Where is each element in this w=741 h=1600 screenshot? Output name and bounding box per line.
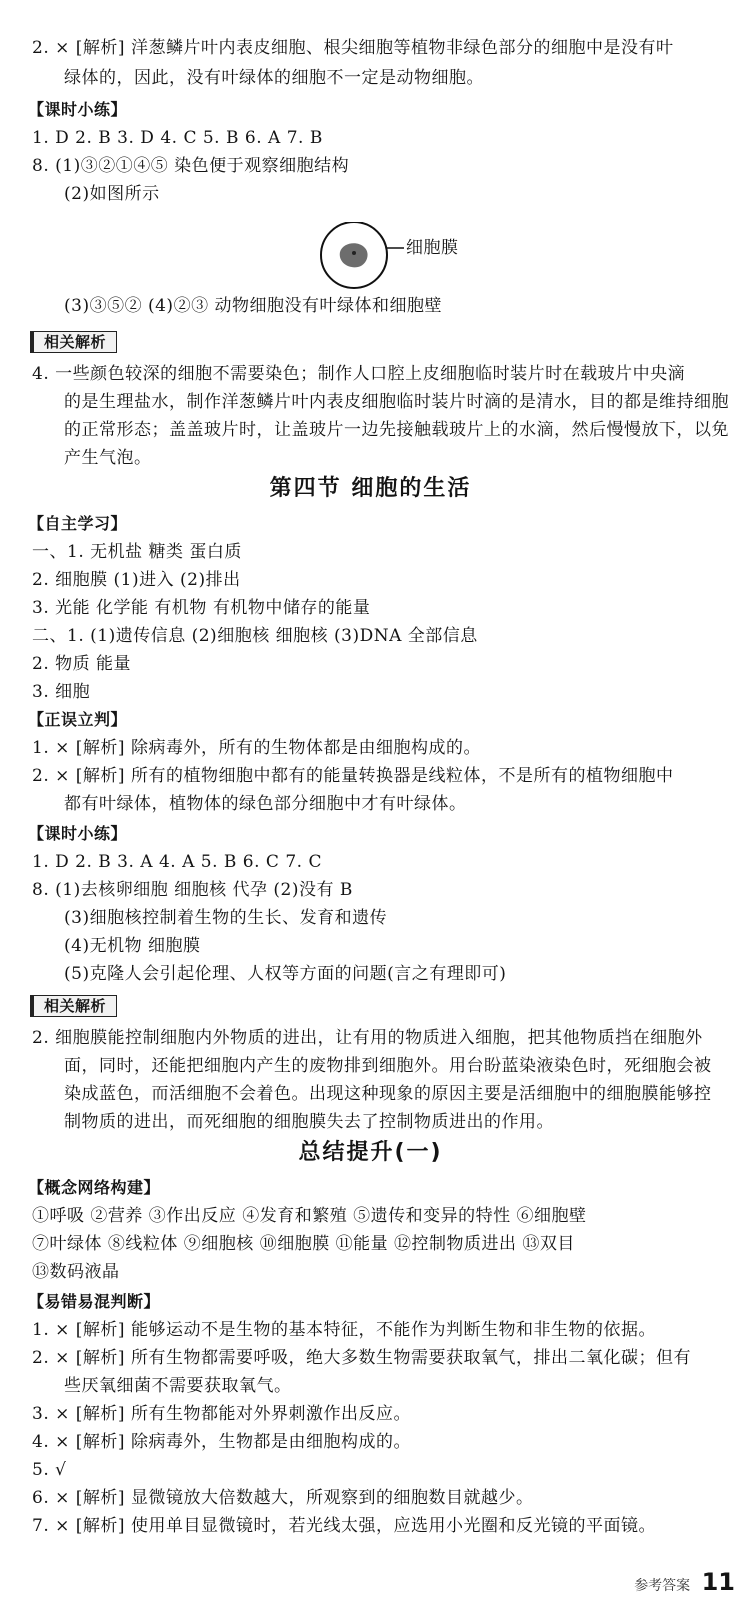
- cell-nucleus: [352, 251, 356, 255]
- section-heading: 【课时小练】: [28, 100, 128, 119]
- text-line: 6. × [解析] 显微镜放大倍数越大，所观察到的细胞数目就越少。: [32, 1488, 534, 1508]
- answer-line: (3)③⑤② (4)②③ 动物细胞没有叶绿体和细胞壁: [64, 296, 442, 316]
- text-line: 绿体的，因此，没有叶绿体的细胞不一定是动物细胞。: [64, 68, 484, 88]
- page-footer: [634, 1568, 735, 1596]
- text-line: 2. × [解析] 洋葱鳞片叶内表皮细胞、根尖细胞等植物非绿色部分的细胞中是没有叶: [32, 38, 674, 58]
- answer-line: 1. D 2. B 3. D 4. C 5. B 6. A 7. B: [32, 128, 323, 148]
- page-number: 11: [701, 1568, 735, 1596]
- chapter-title: 第四节 细胞的生活: [269, 476, 472, 501]
- related-analysis-tag: 相关解析: [30, 995, 117, 1017]
- answer-line: 2. 细胞膜 (1)进入 (2)排出: [32, 570, 241, 590]
- answer-line: 一、1. 无机盐 糖类 蛋白质: [32, 542, 242, 562]
- answer-line: 1. D 2. B 3. A 4. A 5. B 6. C 7. C: [32, 852, 322, 872]
- answer-line: 3. 光能 化学能 有机物 有机物中储存的能量: [32, 598, 371, 618]
- answer-line: ①呼吸 ②营养 ③作出反应 ④发育和繁殖 ⑤遗传和变异的特性 ⑥细胞壁: [32, 1206, 587, 1226]
- summary-title: 总结提升(一): [298, 1140, 443, 1165]
- text-line: 2. 细胞膜能控制细胞内外物质的进出，让有用的物质进入细胞，把其他物质挡在细胞外: [32, 1028, 703, 1048]
- section-heading: 【自主学习】: [28, 514, 128, 533]
- section-heading: 【概念网络构建】: [28, 1178, 161, 1197]
- related-analysis-tag: 相关解析: [30, 331, 117, 353]
- answer-line: 8. (1)去核卵细胞 细胞核 代孕 (2)没有 B: [32, 880, 353, 900]
- answer-line: ⑦叶绿体 ⑧线粒体 ⑨细胞核 ⑩细胞膜 ⑪能量 ⑫控制物质进出 ⑬双目: [32, 1234, 575, 1254]
- text-line: 3. × [解析] 所有生物都能对外界刺激作出反应。: [32, 1404, 411, 1424]
- text-line: 的是生理盐水，制作洋葱鳞片叶内表皮细胞临时装片时滴的是清水，目的都是维持细胞: [64, 392, 729, 412]
- text-line: 2. × [解析] 所有生物都需要呼吸，绝大多数生物需要获取氧气，排出二氧化碳；但有: [32, 1348, 691, 1368]
- text-line: 制物质的进出，而死细胞的细胞膜失去了控制物质进出的作用。: [64, 1112, 554, 1132]
- text-line: 4. × [解析] 除病毒外，生物都是由细胞构成的。: [32, 1432, 411, 1452]
- answer-line: (4)无机物 细胞膜: [64, 936, 201, 956]
- answer-line: 2. 物质 能量: [32, 654, 132, 674]
- related-analysis-tag-wrap: [30, 330, 117, 354]
- text-line: 产生气泡。: [64, 448, 152, 468]
- answer-line: 3. 细胞: [32, 682, 91, 702]
- answer-line: (5)克隆人会引起伦理、人权等方面的问题(言之有理即可): [64, 964, 507, 984]
- text-line: 染成蓝色，而活细胞不会着色。出现这种现象的原因主要是活细胞中的细胞膜能够控: [64, 1084, 712, 1104]
- related-analysis-tag-wrap: [30, 994, 117, 1018]
- text-line: 面，同时，还能把细胞内产生的废物排到细胞外。用台盼蓝染液染色时，死细胞会被: [64, 1056, 712, 1076]
- text-line: 4. 一些颜色较深的细胞不需要染色；制作人口腔上皮细胞临时装片时在载玻片中央滴: [32, 364, 686, 384]
- text-line: 的正常形态；盖盖玻片时，让盖玻片一边先接触载玻片上的水滴，然后慢慢放下，以免: [64, 420, 729, 440]
- section-heading: 【课时小练】: [28, 824, 128, 843]
- text-line: 2. × [解析] 所有的植物细胞中都有的能量转换器是线粒体，不是所有的植物细胞中: [32, 766, 674, 786]
- text-line: 1. × [解析] 除病毒外，所有的生物体都是由细胞构成的。: [32, 738, 481, 758]
- answer-line: (3)细胞核控制着生物的生长、发育和遗传: [64, 908, 388, 928]
- footer-label: 参考答案: [634, 1578, 691, 1594]
- answer-line: 二、1. (1)遗传信息 (2)细胞核 细胞核 (3)DNA 全部信息: [32, 626, 478, 646]
- answer-line: ⑬数码液晶: [32, 1262, 120, 1282]
- answer-line: (2)如图所示: [64, 184, 160, 204]
- text-line: 都有叶绿体，植物体的绿色部分细胞中才有叶绿体。: [64, 794, 467, 814]
- diagram-label: 细胞膜: [406, 238, 459, 258]
- text-line: 1. × [解析] 能够运动不是生物的基本特征，不能作为判断生物和非生物的依据。: [32, 1320, 656, 1340]
- text-line: 5. √: [32, 1460, 67, 1480]
- answer-line: 8. (1)③②①④⑤ 染色便于观察细胞结构: [32, 156, 350, 176]
- cell-shape: [340, 243, 368, 267]
- section-heading: 【易错易混判断】: [28, 1292, 161, 1311]
- section-heading: 【正误立判】: [28, 710, 128, 729]
- text-line: 7. × [解析] 使用单目显微镜时，若光线太强，应选用小光圈和反光镜的平面镜。: [32, 1516, 656, 1536]
- text-line: 些厌氧细菌不需要获取氧气。: [64, 1376, 292, 1396]
